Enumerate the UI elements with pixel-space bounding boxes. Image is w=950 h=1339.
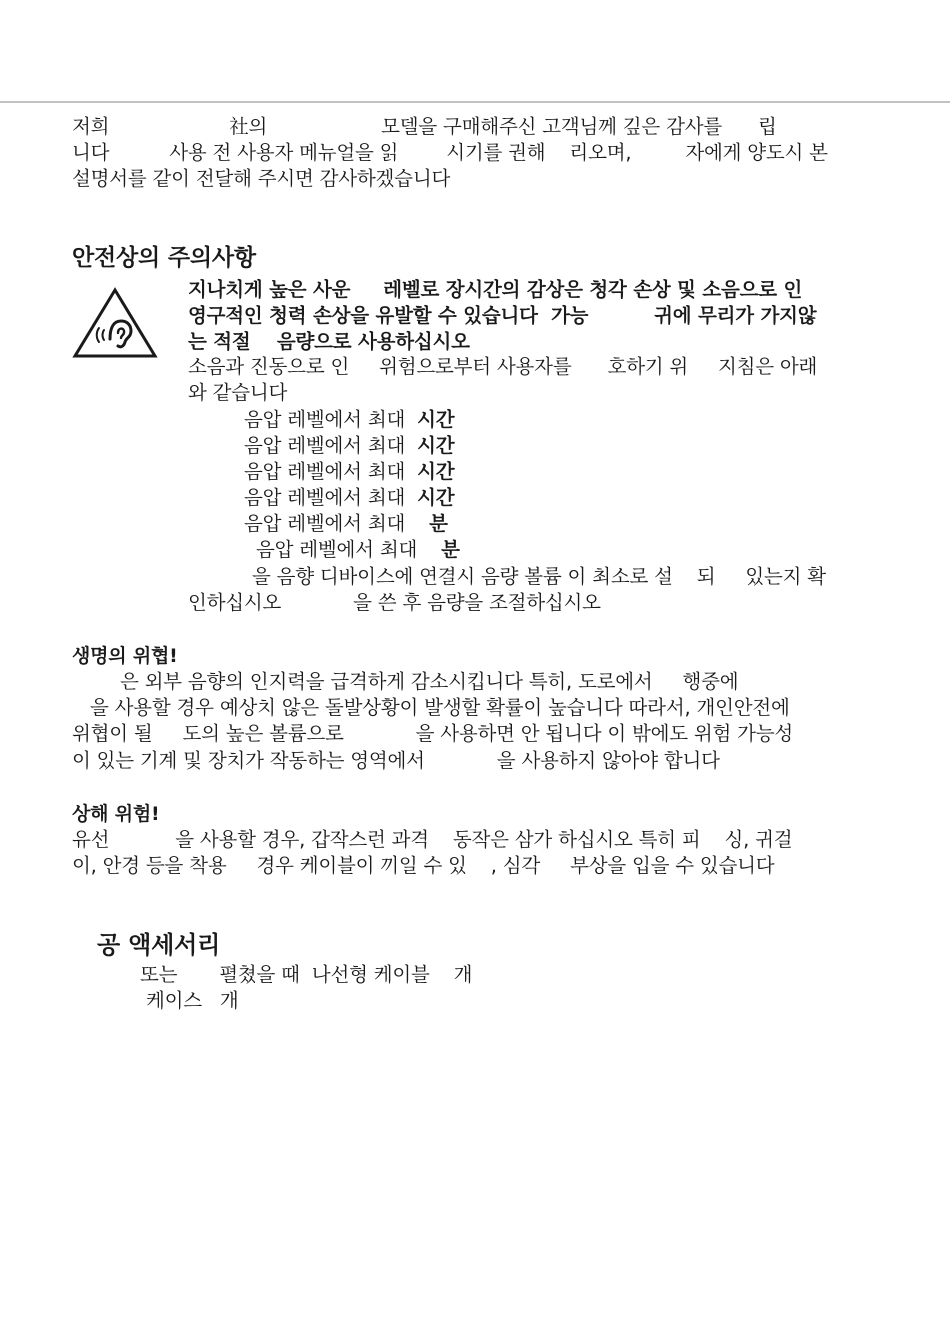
intro-line: 니다 사용 전 사용자 메뉴얼을 읽 시기를 권해 리오며, 자에게 양도시 본	[72, 141, 828, 164]
volume-line: 인하십시오 을 쓴 후 음량을 조절하십시오	[188, 591, 601, 614]
life-danger-title: 생명의 위협!	[72, 645, 178, 667]
safety-title: 안전상의 주의사항	[72, 245, 256, 271]
intro-line: 설명서를 같이 전달해 주시면 감사하겠습니다	[72, 167, 451, 190]
warning-line: 는 적절 음량으로 사용하십시오	[188, 330, 470, 353]
life-danger-line: 위협이 될 도의 높은 볼륨으로 을 사용하면 안 됩니다 이 밖에도 위험 가능성	[72, 722, 794, 745]
limit-item: 음압 레벨에서 최대 시간	[244, 460, 455, 483]
limit-item: 음압 레벨에서 최대 시간	[244, 434, 455, 457]
accessory-item: 케이스 개	[140, 989, 239, 1012]
intro-line: 저희 社의 모델을 구매해주신 고객님께 깊은 감사를 립	[72, 115, 777, 138]
limit-item: 음압 레벨에서 최대 시간	[244, 408, 455, 431]
guideline-line: 와 같습니다	[188, 381, 288, 404]
limit-item: 음압 레벨에서 최대 분	[244, 512, 448, 535]
life-danger-line: 을 사용할 경우 예상치 않은 돌발상황이 발생할 확률이 높습니다 따라서, 개인안전에	[72, 696, 790, 719]
warning-line: 영구적인 청력 손상을 유발할 수 있습니다 가능 귀에 무리가 가지않	[188, 304, 817, 327]
injury-danger-title: 상해 위험!	[72, 803, 160, 825]
limit-item: 음압 레벨에서 최대 분	[256, 538, 460, 561]
accessories-title: 공 액세서리	[97, 931, 221, 959]
header-divider	[0, 101, 950, 103]
volume-line: 을 음향 디바이스에 연결시 음량 볼륨 이 최소로 설 되 있는지 확	[252, 565, 826, 588]
injury-danger-line: 유선 을 사용할 경우, 갑작스런 과격 동작은 삼가 하십시오 특히 피 싱, 귀걸	[72, 828, 793, 851]
limit-item: 음압 레벨에서 최대 시간	[244, 486, 455, 509]
guideline-line: 소음과 진동으로 인 위험으로부터 사용자를 호하기 위 지침은 아래	[188, 355, 818, 378]
accessory-item: 또는 펼쳤을 때 나선형 케이블 개	[140, 963, 473, 986]
life-danger-line: 은 외부 음향의 인지력을 급격하게 감소시킵니다 특히, 도로에서 행중에	[72, 670, 739, 693]
life-danger-line: 이 있는 기계 및 장치가 작동하는 영역에서 을 사용하지 않아야 합니다	[72, 749, 720, 772]
warning-line: 지나치게 높은 사운 레벨로 장시간의 감상은 청각 손상 및 소음으로 인	[188, 278, 803, 301]
hearing-warning-icon	[72, 287, 158, 359]
injury-danger-line: 이, 안경 등을 착용 경우 케이블이 끼일 수 있 , 심각 부상을 입을 수 있습니다	[72, 854, 775, 877]
